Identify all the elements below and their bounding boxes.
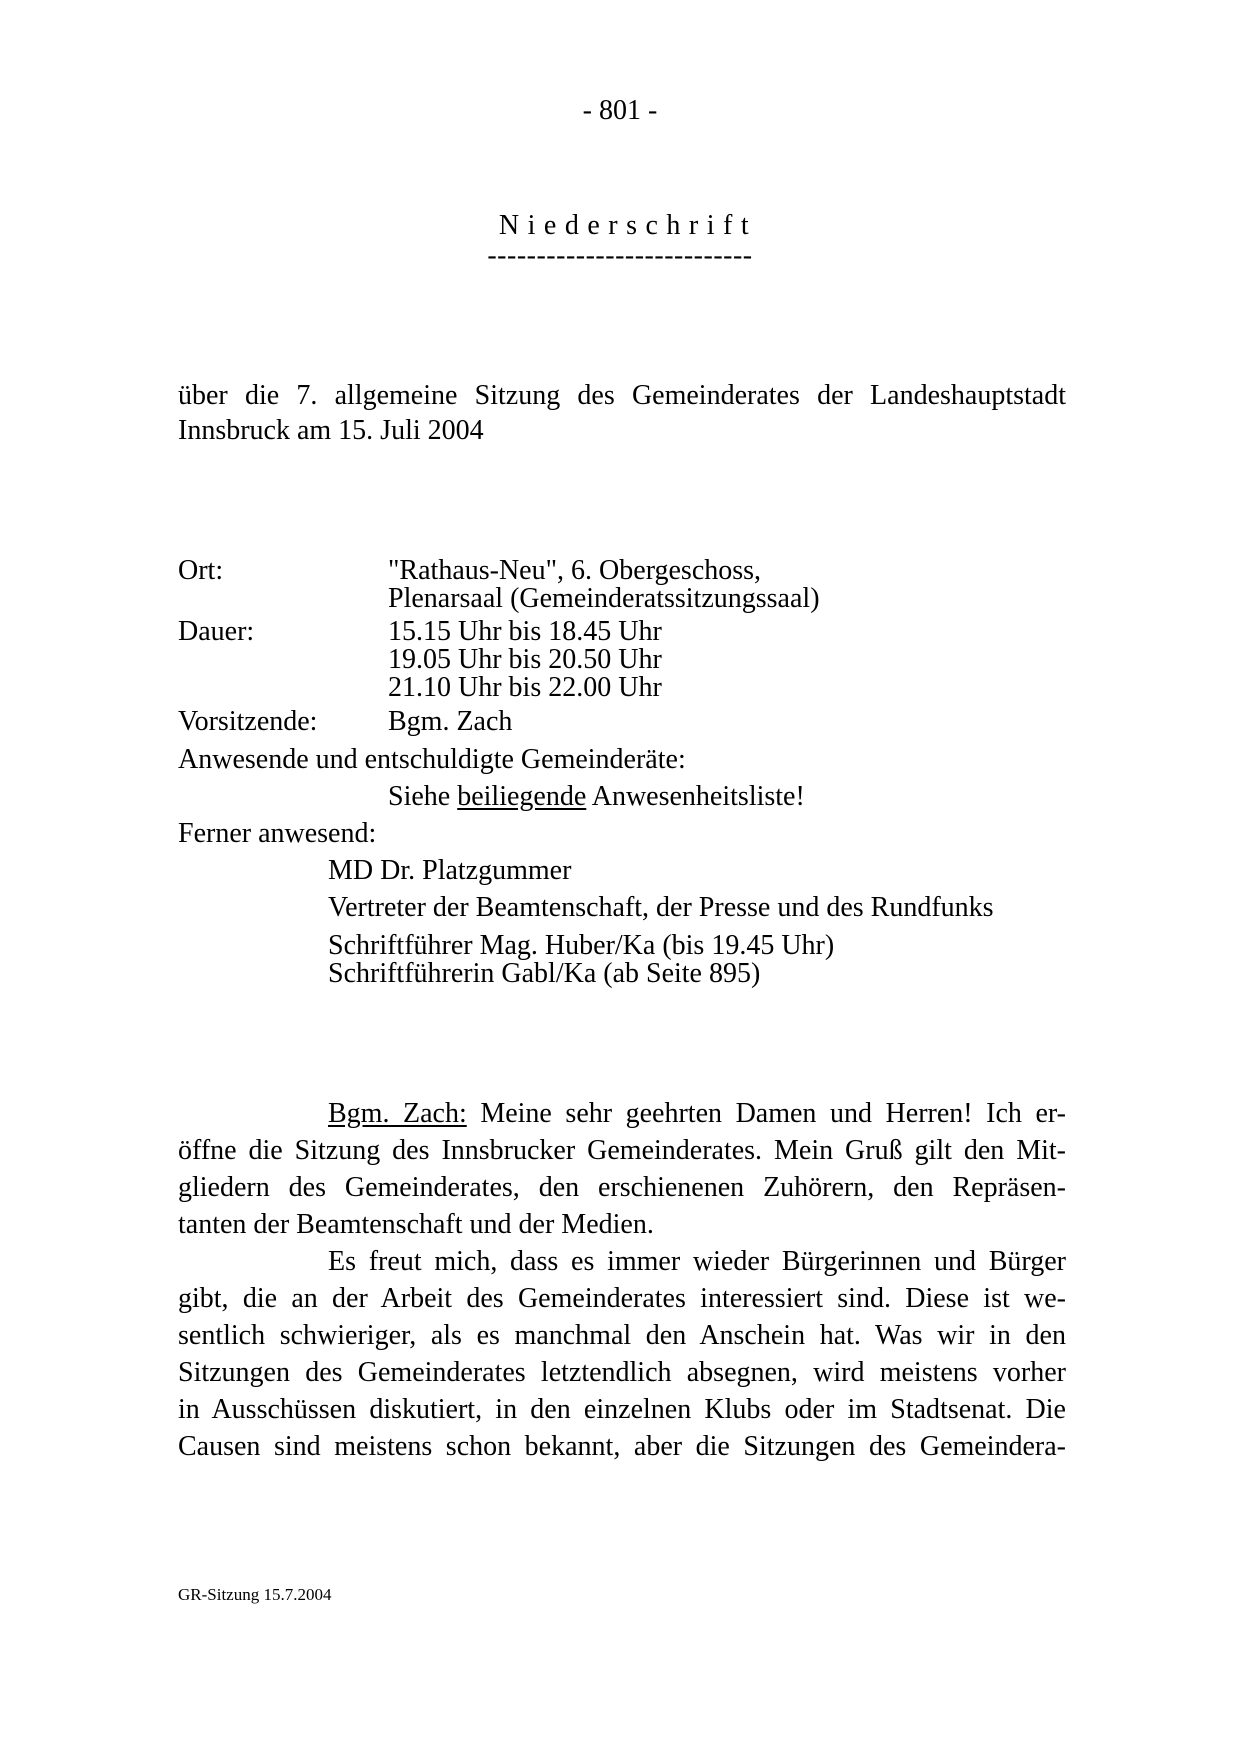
intro-line-2: Innsbruck am 15. Juli 2004 [178,415,484,446]
dauer-line-1: 15.15 Uhr bis 18.45 Uhr [388,616,662,647]
ferner-line-1: MD Dr. Platzgummer [328,855,572,886]
speech-p2-line-2: gibt, die an der Arbeit des Gemeinderates interessiert sind. Diese ist we- [178,1283,1066,1314]
vorsitz-label: Vorsitzende: [178,706,318,737]
speech-p1-line-4: tanten der Beamtenschaft und der Medien. [178,1209,654,1240]
intro-line-1: über die 7. allgemeine Sitzung des Gemeinderates der Landeshauptstadt [178,380,1066,411]
anwesende-label: Anwesende und entschuldigte Gemeinderäte: [178,744,686,775]
dauer-line-2: 19.05 Uhr bis 20.50 Uhr [388,644,662,675]
speech-p1-line-3: gliedern des Gemeinderates, den erschienenen Zuhörern, den Repräsen- [178,1172,1066,1203]
document-title: Niederschrift [498,210,758,241]
anwesende-value [388,782,805,812]
ort-label: Ort: [178,555,224,586]
speech-p1-line-2: öffne die Sitzung des Innsbrucker Gemeinderates. Mein Gruß gilt den Mit- [178,1135,1066,1166]
ort-line-1: "Rathaus-Neu", 6. Obergeschoss, [388,555,762,586]
dauer-line-3: 21.10 Uhr bis 22.00 Uhr [388,672,662,703]
speech-p2-line-1: Es freut mich, dass es immer wieder Bürgerinnen und Bürger [328,1246,1066,1277]
speech-p2-line-5: in Ausschüssen diskutiert, in den einzelnen Klubs oder im Stadtsenat. Die [178,1394,1066,1425]
speech-p2-line-4: Sitzungen des Gemeinderates letztendlich absegnen, wird meistens vorher [178,1357,1066,1388]
speaker-label: Bgm. Zach: [328,1098,467,1129]
speech-p2-line-3: sentlich schwieriger, als es manchmal den Anschein hat. Was wir in den [178,1320,1066,1351]
anwesende-link-word: beiliegende [457,781,587,812]
speech-p1-line-1 [328,1095,1066,1132]
ort-line-2: Plenarsaal (Gemeinderatssitzungssaal) [388,583,820,614]
ferner-line-3: Schriftführer Mag. Huber/Ka (bis 19.45 Uhr) [328,930,835,961]
title-underline-rule: --------------------------- [487,240,753,271]
speech-p1-first-rest: Meine sehr geehrten Damen und Herren! Ich er- [466,1098,1066,1129]
anwesende-pre: Siehe [388,781,458,812]
dauer-label: Dauer: [178,616,255,647]
vorsitz-value: Bgm. Zach [388,706,513,737]
anwesende-post: Anwesenheitsliste! [586,781,805,812]
speech-p2-line-6: Causen sind meistens schon bekannt, aber die Sitzungen des Gemeindera- [178,1431,1066,1462]
page-number: - 801 - [582,95,658,126]
page-footer: GR-Sitzung 15.7.2004 [178,1585,332,1604]
ferner-label: Ferner anwesend: [178,818,377,849]
ferner-line-4: Schriftführerin Gabl/Ka (ab Seite 895) [328,958,761,989]
ferner-line-2: Vertreter der Beamtenschaft, der Presse und des Rundfunks [328,892,994,923]
